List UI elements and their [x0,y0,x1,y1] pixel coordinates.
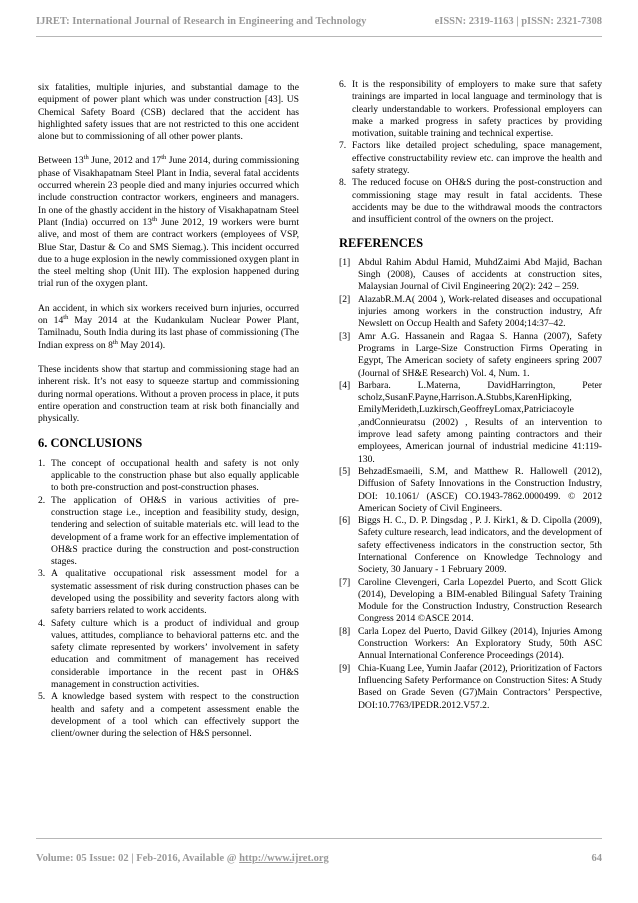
right-column [339,79,602,722]
reference-item-text: Abdul Rahim Abdul Hamid, MuhdZaimi Abd Majid, Bachan Singh (2008), Causes of accidents at construction sites, Malaysian Journal of Civil Engineering 20(2): 242 – 259. [358,256,602,293]
reference-item-number: [8] [339,625,351,637]
reference-item-text: Chia-Kuang Lee, Yumin Jaafar (2012), Prioritization of Factors Influencing Safety Performance on Construction Sites: A Study Based on Grade Seven (G7)Main Contractors’ Perspective, DOI:10.7763/IPEDR.2012.V57.2. [358,662,602,711]
conclusion-item-number: 6. [339,79,347,90]
reference-item-number: [3] [339,330,351,342]
superscript: th [83,154,89,162]
conclusion-item [339,79,602,140]
superscript: th [112,338,118,346]
header-rule [36,36,602,37]
footer-rule [36,838,602,839]
paragraph-visakhapatnam [38,155,299,290]
text-run: June 2014, during commissioning phase of Visakhapatnam Steel Plant in India, several fatal accidents occurred wherein 23 people died and many injuries occurred which include construction contractor workers, engineers and managers. In one of the ghastly accident in the history of Visakhapatnam Steel Plant (India) occurred on 13 [38,155,299,228]
conclusion-item-text: The concept of occupational health and safety is not only applicable to the construction phase but also equally applicable to both pre-construction and post-construction phases. [51,457,299,494]
conclusion-item [339,140,602,177]
text-run: June, 2012 and 17 [88,155,162,167]
reference-item [339,331,602,380]
text-run: May 2014 at the Kudankulam Nuclear Power Plant, Tamilnadu, South India during its last phase of commissioning (The Indian express on 8 [38,315,299,351]
conclusions-list-continued [339,79,602,227]
reference-item-number: [5] [339,465,351,477]
conclusion-item-number: 1. [38,457,46,469]
superscript: th [63,313,69,321]
conclusion-item-text: A qualitative occupational risk assessment model for a systematic assessment of risk during construction phases can be developed using the possibility and severity factors along with safety barriers related to work accidents. [51,568,299,617]
left-column [38,82,299,751]
conclusion-item [38,568,299,617]
conclusion-item [38,495,299,569]
reference-item [339,294,602,331]
conclusion-item-text: It is the responsibility of employers to make sure that safety trainings are imparted in local language and terminology that is clearly understandable to workers. Professional employers can make a marked progress in safety practices by providing motivation, suitable training and technical expertise. [352,79,602,140]
reference-item-text: Amr A.G. Hassanein and Ragaa S. Hanna (2007), Safety Programs in Large-Size Construction Firms Operating in Egypt, The American society of safety engineers spring 2007 (Journal of SH&E Research) Vol. 4, Num. 1. [358,330,602,379]
footer-volume [36,853,329,864]
reference-item-text: Carla Lopez del Puerto, David Gilkey (2014), Injuries Among Construction Workers: An Exploratory Study, 50th ASC Annual International Conference Proceedings (2014). [358,625,602,662]
issn-info: eISSN: 2319-1163 | pISSN: 2321-7308 [434,16,602,27]
reference-item [339,663,602,712]
reference-item-text: BehzadEsmaeili, S.M, and Matthew R. Hallowell (2012), Diffusion of Safety Innovations in the Construction Industry, DOI: 10.1061/ (ASCE) CO.1943-7862.0000499. © 2012 American Society of Civil Engineers. [358,465,602,514]
reference-item-number: [4] [339,379,351,391]
running-header [36,16,602,30]
conclusion-item-text: The reduced focuse on OH&S during the post-construction and commissioning stage may result in fatal accidents. These accidents may be due to the withdrawal moods the contractors and insufficient control of the owners on the project. [352,177,602,226]
conclusion-item-number: 2. [38,494,46,506]
running-footer [36,853,602,867]
journal-link[interactable]: http://www.ijret.org [239,853,329,864]
reference-item-text: Biggs H. C., D. P. Dingsdag , P. J. Kirk1, & D. Cipolla (2009), Safety culture research, lead indicators, and the development of safety effectiveness indicators in the construction sector, 5th International Conference on Knowledge Technology and Society, 30 January - 1 February 2009. [358,515,603,576]
conclusion-item-text: A knowledge based system with respect to the construction health and safety and a competent assessment enable the development of a tool which can effectively support the client/owner during the selection of H&S personnel. [51,691,299,740]
reference-item [339,380,602,466]
conclusion-item-text: Factors like detailed project scheduling, space management, effective constructability review etc. can improve the health and safety strategy. [352,140,602,177]
volume-info: Volume: 05 Issue: 02 | Feb-2016, Available @ [36,853,240,864]
superscript: th [161,154,167,162]
page-number: 64 [591,853,602,864]
conclusions-list [38,458,299,741]
conclusion-item [38,618,299,692]
conclusion-item-text: Safety culture which is a product of individual and group values, attitudes, compliance to behavioral patterns etc. and the safety climate represented by workers’ involvement in safety education and commitment of management has received considerable importance in the recent past in OH&S management in construction activities. [51,617,299,691]
reference-item-number: [7] [339,576,351,588]
reference-item-number: [2] [339,293,351,305]
reference-item [339,466,602,515]
reference-item-number: [1] [339,256,351,268]
conclusion-item-number: 8. [339,177,347,189]
reference-item-text: Caroline Clevengeri, Carla Lopezdel Puerto, and Scott Glick (2014), Developing a BIM-enabled Bilingual Safety Training Module for the Construction Industry, Construction Research Congress 2014 ©ASCE 2014. [358,576,602,625]
text-run: June 2012, 19 workers were burnt alive, and most of them are contract workers (employees of VSP, Blue Star, Dastur & Co and SMS Siemag.). This incident occurred due to a huge explosion in the newly commissioned oxygen plant in the steel melting shop (Unit III). The explosion happened during trial run of the oxygen plant. [38,216,299,290]
conclusion-item-number: 5. [38,691,46,703]
conclusion-item-number: 7. [339,140,347,152]
text-run: May 2014). [117,339,166,351]
conclusion-item [339,177,602,226]
conclusion-item [38,458,299,495]
references-heading: REFERENCES [339,235,424,250]
paragraph-power-plant: six fatalities, multiple injuries, and substantial damage to the equipment of power plant which was under construction [43]. US Chemical Safety Board (CSB) declared that the accident has highlighted safety issues that are not restricted to this one accident alone but to commissioning of all other power plants. [38,82,299,143]
journal-name: IJRET: International Journal of Research in Engineering and Technology [36,16,367,27]
references-list [339,257,602,712]
paragraph-incidents-summary: These incidents show that startup and commissioning stage had an inherent risk. It’s not easy to squeeze startup and commissioning during normal operations. Without a proven process in place, it puts entire operation and construction team at risk both financially and physically. [38,363,299,425]
reference-item-number: [9] [339,662,351,674]
conclusions-heading: 6. CONCLUSIONS [38,436,143,451]
conclusion-item-text: The application of OH&S in various activities of pre-construction stage i.e., inception and feasibility study, design, tendering and selection of suitable materials etc. will lead to the development of a frame work for an effective implementation of OH&S practice during the construction and post-construction stages. [51,494,299,568]
reference-item-text: Barbara. L.Materna, DavidHarrington, Peter scholz,SusanF.Payne,Harrison.A.Stubbs,KarenHipking, EmilyMerideth,Luzkirsch,GeoffreyLomax,Patriciacoyle ,andConnieuratsu (2002) , Results of an intervention to improve lead safety among painting contractors and their employees, American journal of industrial medicine 41:119-130. [358,379,602,465]
reference-item [339,626,602,663]
superscript: th [152,215,158,223]
reference-item [339,257,602,294]
reference-item [339,515,602,576]
conclusion-item-number: 4. [38,617,46,629]
text-run: Between 13 [38,155,84,167]
text-run: An accident, in which six workers received burn injuries, occurred on 14 [38,302,299,327]
reference-item-text: AlazabR.M.A( 2004 ), Work-related diseases and occupational injuries among workers in the construction industry, Afr Newslett on Occup Health and Safety 2004;14:37–42. [358,293,602,330]
conclusion-item-number: 3. [38,568,46,580]
conclusion-item [38,691,299,740]
reference-item [339,577,602,626]
reference-item-number: [6] [339,515,351,527]
paragraph-kudankulam [38,303,299,352]
